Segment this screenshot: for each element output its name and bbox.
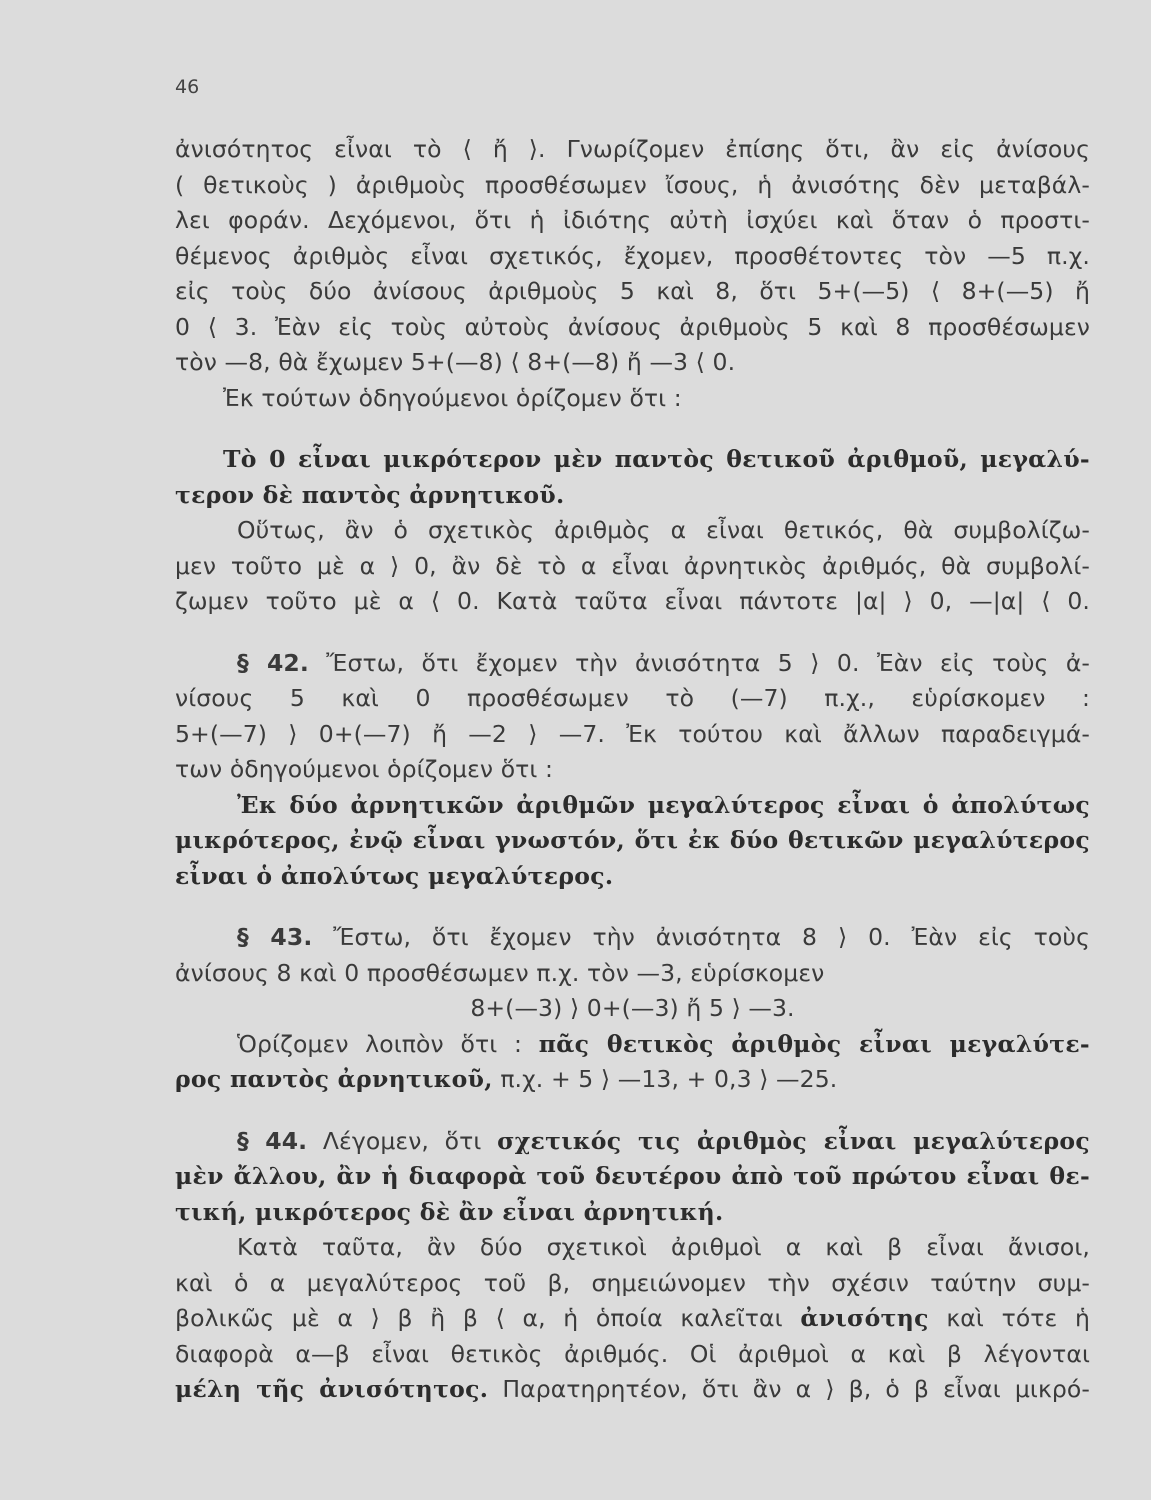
rule-line: Ἐκ δύο ἀρνητικῶν ἀριθμῶν μεγαλύτερος εἶναι ὁ ἀπολύτως [237,790,1090,819]
text-line: ζωμεν τοῦτο μὲ α ⟨ 0. Κατὰ ταῦτα εἶναι πάντοτε |α| ⟩ 0, —|α| ⟨ 0. [175,587,1090,615]
text-line: ἀνίσους 8 καὶ 0 προσθέσωμεν π.χ. τὸν —3, εὑρίσκομεν [175,958,825,987]
text-span: Ἔστω, ὅτι ἔχομεν τὴν ἀνισότητα 8 ⟩ 0. Ἐὰν εἰς τοὺς [333,923,1091,951]
text-line: Ἐκ τούτων ὁδηγούμενοι ὁρίζομεν ὅτι : [223,383,682,412]
section-number: § 42. [237,648,309,677]
text-line: 5+(—7) ⟩ 0+(—7) ἤ —2 ⟩ —7. Ἐκ τούτου καὶ ἄλλων παραδειγμά- [175,719,1090,748]
text-line: διαφορὰ α—β εἶναι θετικὸς ἀριθμός. Οἱ ἀριθμοὶ α καὶ β λέγονται [175,1339,1090,1368]
rule-line: τερον δὲ παντὸς ἀρνητικοῦ. [175,480,565,509]
rule-line: εἶναι ὁ ἀπολύτως μεγαλύτερος. [175,861,614,890]
text-line: των ὁδηγούμενοι ὁρίζομεν ὅτι : [175,755,554,783]
text-line: Κατὰ ταῦτα, ἂν δύο σχετικοὶ ἀριθμοὶ α καὶ β εἶναι ἄνισοι, [237,1233,1090,1261]
text-line: εἰς τοὺς δύο ἀνίσους ἀριθμοὺς 5 καὶ 8, ὅτι 5+(—5) ⟨ 8+(—5) ἤ [175,277,1090,305]
rule-span: ρος παντὸς ἀρνητικοῦ, [175,1065,493,1093]
term-span: ἀνισότης [800,1304,929,1332]
text-line: ἀνισότητος εἶναι τὸ ⟨ ἤ ⟩. Γνωρίζομεν ἐπίσης ὅτι, ἂν εἰς ἀνίσους [175,135,1090,163]
text-span: Ἔστω, ὅτι ἔχομεν τὴν ἀνισότητα 5 ⟩ 0. Ἐὰν εἰς τοὺς ἀ- [326,648,1090,677]
rule-line: μὲν ἄλλου, ἂν ἡ διαφορὰ τοῦ δευτέρου ἀπὸ τοῦ πρώτου εἶναι θε- [175,1162,1090,1190]
text-line: θέμενος ἀριθμὸς εἶναι σχετικός, ἔχομεν, προσθέτοντες τὸν —5 π.χ. [175,241,1090,270]
text-line: Οὕτως, ἂν ὁ σχετικὸς ἀριθμὸς α εἶναι θετικός, θὰ συμβολίζω- [237,516,1090,544]
rule-line: Τὸ 0 εἶναι μικρότερον μὲν παντὸς θετικοῦ ἀριθμοῦ, μεγαλύ- [223,445,1090,473]
text-line: τὸν —8, θὰ ἔχωμεν 5+(—8) ⟨ 8+(—8) ἤ —3 ⟨ 0. [175,348,736,376]
paragraph-intro [175,132,1090,416]
text-line [175,1027,1090,1063]
text-span: βολικῶς μὲ α ⟩ β ἢ β ⟨ α, ἡ ὁποία καλεῖται [175,1304,783,1332]
term-span: μέλη τῆς ἀνισότητος. [175,1375,489,1403]
text-line [175,1062,1090,1098]
text-line: νίσους 5 καὶ 0 προσθέσωμεν τὸ (—7) π.χ., εὑρίσκομεν : [175,684,1090,712]
equation-line: 8+(—3) ⟩ 0+(—3) ἤ 5 ⟩ —3. [470,994,795,1022]
text-line [175,1372,1090,1408]
rule-span: πᾶς θετικὸς ἀριθμὸς εἶναι μεγαλύτε- [538,1029,1090,1058]
text-line [175,1124,1090,1160]
text-line [175,920,1090,956]
text-line: μεν τοῦτο μὲ α ⟩ 0, ἂν δὲ τὸ α εἶναι ἀρνητικὸς ἀριθμός, θὰ συμβολί- [175,551,1090,580]
text-line [175,646,1090,682]
text-span: Ὁρίζομεν λοιπὸν ὅτι : [237,1029,522,1058]
page-number: 46 [175,76,200,98]
text-line [175,1301,1090,1337]
text-span: π.χ. + 5 ⟩ —13, + 0,3 ⟩ —25. [500,1065,838,1093]
section-number: § 44. [237,1126,308,1155]
text-span: Παρατηρητέον, ὅτι ἂν α ⟩ β, ὁ β εἶναι μικρό- [502,1375,1090,1403]
rule-zero [175,442,1090,513]
section-44 [175,1124,1090,1408]
rule-line: μικρότερος, ἐνῷ εἶναι γνωστόν, ὅτι ἐκ δύο θετικῶν μεγαλύτερος [175,826,1090,854]
text-span: καὶ τότε ἡ [946,1304,1090,1332]
section-number: § 43. [237,923,313,951]
page-body [175,132,1090,1408]
rule-span: σχετικός τις ἀριθμὸς εἶναι μεγαλύτερος [497,1126,1090,1155]
text-line: λει φοράν. Δεχόμενοι, ὅτι ἡ ἰδιότης αὐτὴ ἰσχύει καὶ ὅταν ὁ προστι- [175,206,1090,234]
rule-line: τική, μικρότερος δὲ ἂν εἶναι ἀρνητική. [175,1197,724,1226]
text-line: καὶ ὁ α μεγαλύτερος τοῦ β, σημειώνομεν τὴν σχέσιν ταύτην συμ- [175,1268,1090,1297]
section-43 [175,920,1090,1098]
paragraph-sign [175,513,1090,620]
text-line: 0 ⟨ 3. Ἐὰν εἰς τοὺς αὐτοὺς ἀνίσους ἀριθμοὺς 5 καὶ 8 προσθέσωμεν [175,312,1090,341]
section-42 [175,646,1090,895]
text-line: ( θετικοὺς ) ἀριθμοὺς προσθέσωμεν ἴσους, ἡ ἀνισότης δὲν μεταβάλ- [175,170,1090,199]
text-span: Λέγομεν, ὅτι [322,1126,482,1155]
